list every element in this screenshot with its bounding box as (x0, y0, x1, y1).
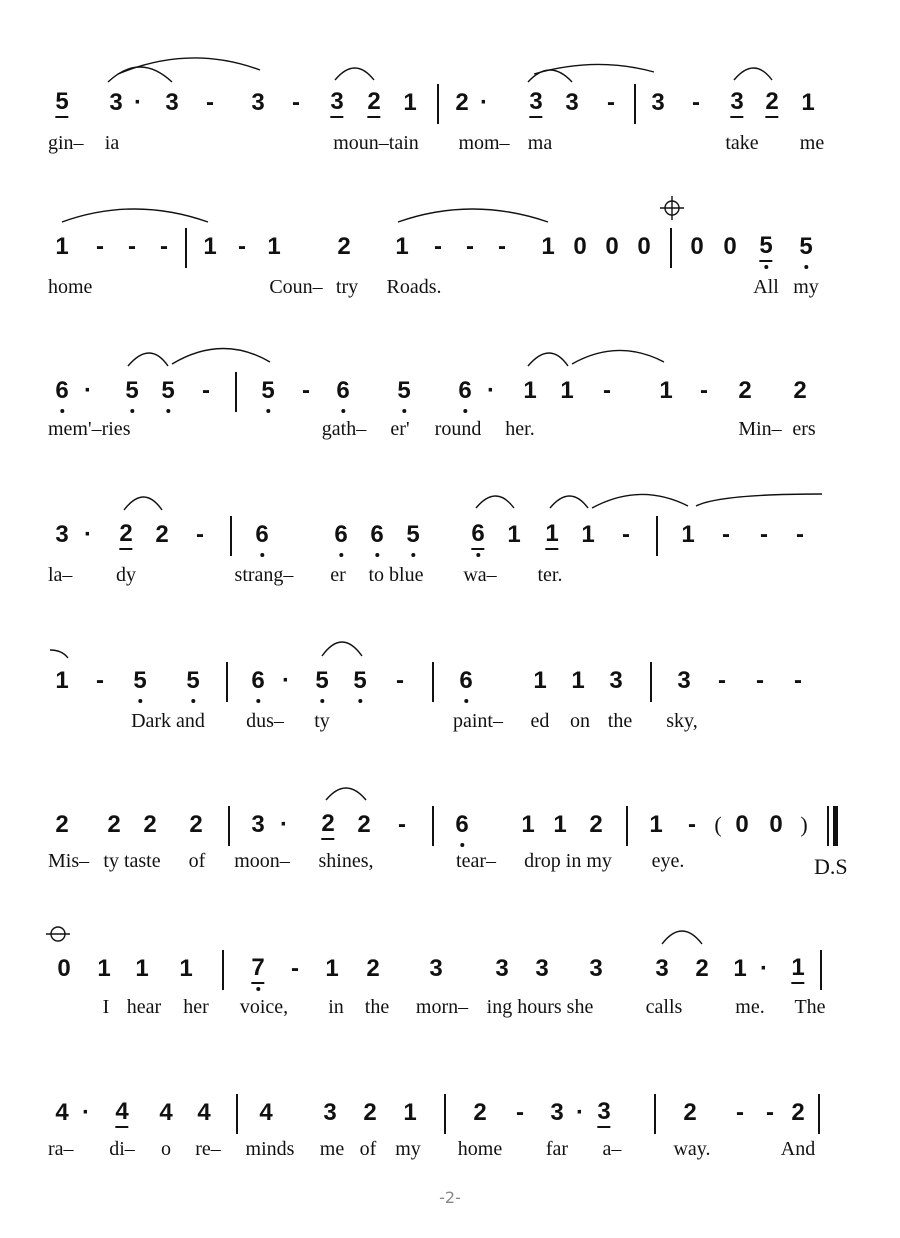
barline (432, 806, 434, 846)
note: 2 (119, 520, 132, 550)
barline (222, 950, 224, 990)
note: 5 (186, 667, 200, 694)
barline (650, 662, 652, 702)
note: 6 (370, 521, 384, 548)
lyric: a– (602, 1138, 622, 1160)
note: 1 (403, 1099, 417, 1126)
lyric-row (0, 848, 900, 874)
note: 0 (690, 233, 704, 260)
note: 2 (793, 377, 807, 404)
note: 1 (179, 955, 193, 982)
dash: - (196, 521, 204, 548)
lyric: ty (314, 710, 330, 732)
lyric: take (725, 132, 759, 154)
lyric: ed (530, 710, 550, 732)
note: 5 (397, 377, 411, 404)
note: 1 (581, 521, 595, 548)
lyric: la– (48, 564, 73, 586)
note: 1 (533, 667, 547, 694)
barline (626, 806, 628, 846)
dash: - (756, 667, 764, 694)
notation-row (0, 232, 900, 272)
dash: - (202, 377, 210, 404)
lyric: di– (109, 1138, 135, 1160)
dash: - (396, 667, 404, 694)
lyric: home (457, 1138, 503, 1160)
note: 0 (605, 233, 619, 260)
note: 6 (251, 667, 265, 694)
note: 2 (738, 377, 752, 404)
note: 1 (55, 233, 69, 260)
note: 1 (507, 521, 521, 548)
lyric: my (793, 276, 819, 298)
lyric: The (794, 996, 826, 1018)
lyric: mom– (458, 132, 510, 154)
lyric: ra– (48, 1138, 74, 1160)
note: 2 (695, 955, 709, 982)
slur (108, 67, 172, 82)
note: 2 (589, 811, 603, 838)
note: 3 (550, 1099, 564, 1126)
dash: - (291, 955, 299, 982)
paren-close: ) (800, 812, 808, 837)
dash: - (96, 667, 104, 694)
lyric-row (0, 708, 900, 734)
lyric: minds (245, 1138, 295, 1160)
note: 3 (109, 89, 123, 116)
dash: - (760, 521, 768, 548)
lyric: er (330, 564, 346, 586)
note: 1 (553, 811, 567, 838)
note: 2 (683, 1099, 697, 1126)
lyric: on (570, 710, 590, 732)
note: 4 (259, 1099, 273, 1126)
lyric: me (319, 1138, 345, 1160)
paren-open: ( (714, 812, 722, 837)
lyric: ers (792, 418, 816, 440)
barline (827, 806, 829, 846)
note: 0 (769, 811, 783, 838)
dash: - (736, 1099, 744, 1126)
slur (528, 70, 572, 82)
note: 1 (545, 520, 558, 550)
note: 3 (651, 89, 665, 116)
lyric: er' (390, 418, 410, 440)
note: 3 (495, 955, 509, 982)
lyric: of (359, 1138, 377, 1160)
note: 1 (55, 667, 69, 694)
dash: - (206, 89, 214, 116)
note: 2 (791, 1099, 805, 1126)
note: 3 (535, 955, 549, 982)
slur (335, 68, 374, 80)
note: 2 (765, 88, 778, 118)
barline (634, 84, 636, 124)
lyric: o (161, 1138, 171, 1160)
dash: - (700, 377, 708, 404)
note: 2 (473, 1099, 487, 1126)
lyric: round (434, 418, 482, 440)
lyric: gath– (321, 418, 367, 440)
slur (398, 209, 548, 222)
note: 1 (733, 955, 747, 982)
lyric: Roads. (386, 276, 442, 298)
note: 3 (597, 1098, 610, 1128)
lyric: re– (195, 1138, 221, 1160)
note: 1 (541, 233, 555, 260)
note: 0 (637, 233, 651, 260)
dash: - (622, 521, 630, 548)
note: 3 (677, 667, 691, 694)
lyric-row (0, 1136, 900, 1162)
lyric: dy (116, 564, 136, 586)
lyric: me (799, 132, 825, 154)
dot: · (760, 955, 768, 982)
page-number: -2- (439, 1188, 461, 1207)
note: 3 (251, 89, 265, 116)
note: 2 (189, 811, 203, 838)
lyric: mem'–ries (48, 418, 131, 440)
note: 4 (115, 1098, 128, 1128)
lyric: drop in my (524, 850, 612, 872)
barline (185, 228, 187, 268)
coda-icon (665, 201, 679, 215)
note: 3 (251, 811, 265, 838)
notation-row (0, 376, 900, 416)
note: 2 (455, 89, 469, 116)
slur (326, 788, 366, 800)
lyric: ing hours she (486, 996, 594, 1018)
note: 5 (759, 232, 772, 262)
note: 3 (429, 955, 443, 982)
lyric: Min– (738, 418, 782, 440)
note: 1 (135, 955, 149, 982)
note: 5 (55, 88, 68, 118)
note: 0 (723, 233, 737, 260)
lyric: ter. (537, 564, 563, 586)
slur (572, 350, 664, 364)
note: 5 (353, 667, 367, 694)
note: 0 (573, 233, 587, 260)
barline (818, 1094, 820, 1134)
coda-icon (51, 927, 65, 941)
dash: - (302, 377, 310, 404)
barline (432, 662, 434, 702)
barline (228, 806, 230, 846)
dot: · (134, 89, 142, 116)
lyric: to blue (368, 564, 424, 586)
dash: - (160, 233, 168, 260)
lyric: home (48, 276, 93, 298)
notation-row (0, 88, 900, 128)
note: 1 (571, 667, 585, 694)
note: 2 (367, 88, 380, 118)
dash: - (692, 89, 700, 116)
dot: · (282, 667, 290, 694)
dash: - (607, 89, 615, 116)
dash: - (718, 667, 726, 694)
note: 2 (366, 955, 380, 982)
slur (476, 496, 514, 508)
lyric: I (102, 996, 110, 1018)
notation-row (0, 666, 900, 706)
lyric: of (188, 850, 206, 872)
note: 6 (458, 377, 472, 404)
note: 1 (801, 89, 815, 116)
dash: - (794, 667, 802, 694)
dash: - (722, 521, 730, 548)
barline (670, 228, 672, 268)
lyric: her. (505, 418, 535, 440)
slur (118, 58, 260, 74)
slur (528, 353, 568, 366)
lyric: morn– (415, 996, 469, 1018)
lyric: sky, (666, 710, 698, 732)
slur (734, 68, 772, 80)
note: 3 (529, 88, 542, 118)
note: 1 (203, 233, 217, 260)
slur (322, 642, 362, 656)
note: 1 (521, 811, 535, 838)
lyric: paint– (453, 710, 503, 732)
dash: - (796, 521, 804, 548)
slur (124, 497, 162, 510)
lyric: far (545, 1138, 569, 1160)
lyric: eye. (651, 850, 685, 872)
dot: · (480, 89, 488, 116)
dash: - (434, 233, 442, 260)
lyric: her (183, 996, 209, 1018)
note: 2 (357, 811, 371, 838)
dot: · (84, 377, 92, 404)
note: 5 (133, 667, 147, 694)
notation-row (0, 520, 900, 560)
note: 0 (57, 955, 71, 982)
lyric: Coun– (269, 276, 323, 298)
note: 1 (267, 233, 281, 260)
barline-final (833, 806, 838, 846)
lyric: ia (104, 132, 120, 154)
note: 3 (323, 1099, 337, 1126)
lyric: try (335, 276, 359, 298)
barline (656, 516, 658, 556)
dash: - (466, 233, 474, 260)
slur (662, 931, 702, 944)
lyric-row (0, 994, 900, 1020)
notation-row (0, 1098, 900, 1138)
dash: - (128, 233, 136, 260)
note: 6 (471, 520, 484, 550)
lyric-row (0, 416, 900, 442)
slur (128, 353, 168, 366)
note: 5 (261, 377, 275, 404)
dot: · (487, 377, 495, 404)
dot: · (84, 521, 92, 548)
note: 6 (336, 377, 350, 404)
lyric: And (780, 1138, 816, 1160)
note: 7 (251, 954, 264, 984)
note: 1 (395, 233, 409, 260)
slur (50, 650, 68, 658)
note: 1 (659, 377, 673, 404)
lyric-row (0, 562, 900, 588)
dash: - (96, 233, 104, 260)
note: 3 (55, 521, 69, 548)
barline (236, 1094, 238, 1134)
dash: - (603, 377, 611, 404)
dash: - (766, 1099, 774, 1126)
lyric: moun–tain (333, 132, 419, 154)
note: 2 (55, 811, 69, 838)
note: 4 (55, 1099, 69, 1126)
note: 3 (730, 88, 743, 118)
note: 4 (159, 1099, 173, 1126)
barline (230, 516, 232, 556)
note: 3 (609, 667, 623, 694)
barline (235, 372, 237, 412)
lyric: All (753, 276, 779, 298)
note: 2 (143, 811, 157, 838)
barline (226, 662, 228, 702)
lyric: way. (673, 1138, 711, 1160)
note: 5 (799, 233, 813, 260)
note: 2 (107, 811, 121, 838)
lyric: moon– (234, 850, 290, 872)
lyric: strang– (234, 564, 294, 586)
slur (534, 64, 654, 74)
dash: - (238, 233, 246, 260)
slur (62, 209, 208, 222)
slur (172, 348, 270, 364)
lyric: gin– (48, 132, 84, 154)
lyric-row (0, 274, 900, 300)
dash: - (292, 89, 300, 116)
lyric-row (0, 130, 900, 156)
note: 1 (649, 811, 663, 838)
slur (592, 494, 688, 508)
note: 5 (406, 521, 420, 548)
note: 2 (321, 810, 334, 840)
lyric: ma (527, 132, 553, 154)
note: 3 (589, 955, 603, 982)
note: 6 (255, 521, 269, 548)
lyric: voice, (239, 996, 289, 1018)
note: 6 (455, 811, 469, 838)
barline (444, 1094, 446, 1134)
lyric: ty taste (103, 850, 161, 872)
dash: - (688, 811, 696, 838)
barline (654, 1094, 656, 1134)
note: 1 (403, 89, 417, 116)
note: 0 (735, 811, 749, 838)
barline (437, 84, 439, 124)
lyric: hear (126, 996, 162, 1018)
note: 3 (655, 955, 669, 982)
dot: · (82, 1099, 90, 1126)
note: 2 (363, 1099, 377, 1126)
note: 3 (565, 89, 579, 116)
note: 1 (681, 521, 695, 548)
note: 5 (315, 667, 329, 694)
lyric: tear– (456, 850, 496, 872)
note: 1 (325, 955, 339, 982)
lyric: in (328, 996, 344, 1018)
note: 6 (55, 377, 69, 404)
note: 6 (459, 667, 473, 694)
note: 3 (165, 89, 179, 116)
notation-row (0, 810, 900, 850)
dash: - (516, 1099, 524, 1126)
lyric: Mis– (48, 850, 90, 872)
barline (820, 950, 822, 990)
slur (550, 496, 588, 508)
note: 2 (337, 233, 351, 260)
dash: - (498, 233, 506, 260)
note: 6 (334, 521, 348, 548)
slur (696, 494, 822, 506)
lyric: the (607, 710, 633, 732)
note: 5 (125, 377, 139, 404)
lyric: calls (645, 996, 683, 1018)
lyric: shines, (318, 850, 374, 872)
notation-row (0, 954, 900, 994)
note: 2 (155, 521, 169, 548)
note: 1 (791, 954, 804, 984)
lyric: wa– (463, 564, 497, 586)
dot: · (280, 811, 288, 838)
lyric: my (395, 1138, 421, 1160)
note: 1 (560, 377, 574, 404)
note: 4 (197, 1099, 211, 1126)
dash: - (398, 811, 406, 838)
lyric: the (364, 996, 390, 1018)
dal-segno-mark: D.S (814, 854, 848, 879)
lyric: dus– (246, 710, 284, 732)
lyric: Dark and (131, 710, 205, 732)
note: 1 (523, 377, 537, 404)
lyric: me. (735, 996, 765, 1018)
note: 3 (330, 88, 343, 118)
note: 1 (97, 955, 111, 982)
dot: · (576, 1099, 584, 1126)
note: 5 (161, 377, 175, 404)
